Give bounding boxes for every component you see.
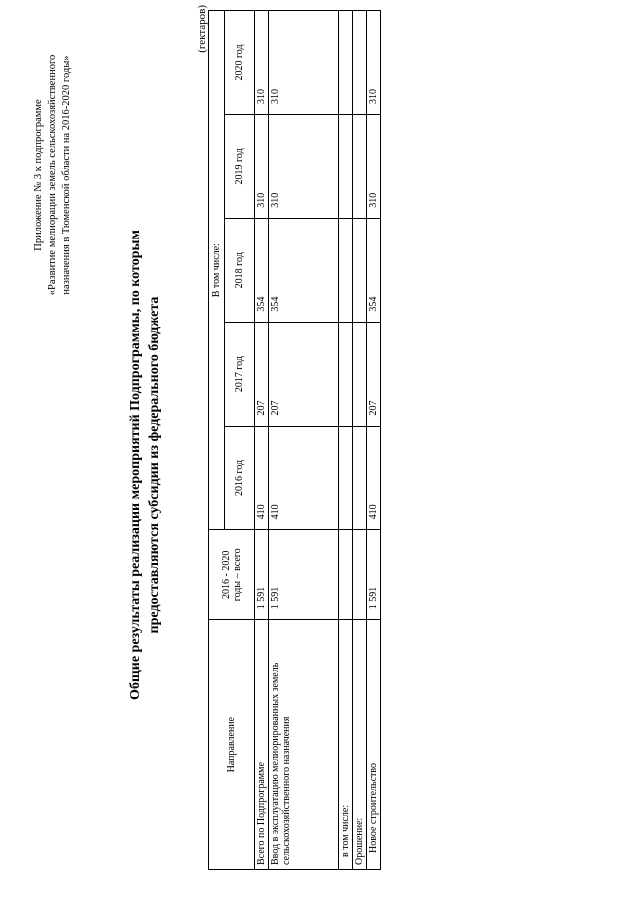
row-total — [339, 530, 353, 620]
annex-note — [32, 5, 74, 345]
row-value-2017: 207 — [255, 322, 269, 426]
header-including: В том числе: — [209, 11, 225, 530]
title-line-2: предоставляются субсидии из федерального бюджета — [147, 296, 162, 634]
row-value-2017 — [339, 322, 353, 426]
header-year-2020: 2020 год — [225, 11, 255, 115]
row-value-2016: 410 — [367, 426, 381, 530]
header-year-2016: 2016 год — [225, 426, 255, 530]
row-total: 1 591 — [367, 530, 381, 620]
row-label: Всего по Подпрограмме — [255, 620, 269, 870]
row-value-2016 — [339, 426, 353, 530]
units-label: (гектаров) — [196, 5, 208, 53]
row-label: Орошение: — [353, 620, 367, 870]
header-total — [209, 530, 255, 620]
row-value-2018: 354 — [255, 218, 269, 322]
row-value-2019 — [339, 114, 353, 218]
row-value-2020 — [339, 11, 353, 115]
header-row-1 — [209, 11, 225, 870]
row-value-2019: 310 — [255, 114, 269, 218]
row-value-2019 — [353, 114, 367, 218]
row-value-2017 — [353, 322, 367, 426]
row-value-2017: 207 — [367, 322, 381, 426]
header-year-2019: 2019 год — [225, 114, 255, 218]
row-value-2020: 310 — [269, 11, 339, 115]
table-row — [269, 11, 339, 870]
row-value-2020: 310 — [255, 11, 269, 115]
header-total-line-1: 2016 - 2020 — [220, 550, 232, 599]
row-value-2016 — [353, 426, 367, 530]
row-value-2019: 310 — [367, 114, 381, 218]
table-row — [353, 11, 367, 870]
row-label: Ввод в эксплуатацию мелиорированных земель сельскохозяйственного назначения — [269, 620, 339, 870]
header-year-2018: 2018 год — [225, 218, 255, 322]
row-value-2018: 354 — [367, 218, 381, 322]
header-year-2017: 2017 год — [225, 322, 255, 426]
title-line-1: Общие результаты реализации мероприятий Подпрограммы, по которым — [128, 230, 143, 700]
table-row — [367, 11, 381, 870]
document-title — [126, 165, 164, 765]
row-value-2020 — [353, 11, 367, 115]
header-direction: Направление — [209, 620, 255, 870]
row-value-2018 — [339, 218, 353, 322]
row-value-2019: 310 — [269, 114, 339, 218]
table-row — [255, 11, 269, 870]
annex-line-2: «Развитие мелиорации земель сельскохозяйственного — [47, 54, 58, 296]
row-value-2018: 354 — [269, 218, 339, 322]
row-value-2018 — [353, 218, 367, 322]
row-value-2016: 410 — [255, 426, 269, 530]
annex-line-3: назначения в Тюменской области на 2016-2020 годы» — [61, 55, 72, 295]
row-total — [353, 530, 367, 620]
results-table — [208, 10, 381, 870]
row-label: в том числе: — [339, 620, 353, 870]
header-total-line-2: годы – всего — [231, 548, 243, 602]
table-row — [339, 11, 353, 870]
row-total: 1 591 — [269, 530, 339, 620]
annex-line-1: Приложение № 3 к подпрограмме — [33, 99, 44, 251]
row-value-2017: 207 — [269, 322, 339, 426]
row-value-2020: 310 — [367, 11, 381, 115]
row-total: 1 591 — [255, 530, 269, 620]
row-label: Новое строительство — [367, 620, 381, 870]
row-value-2016: 410 — [269, 426, 339, 530]
